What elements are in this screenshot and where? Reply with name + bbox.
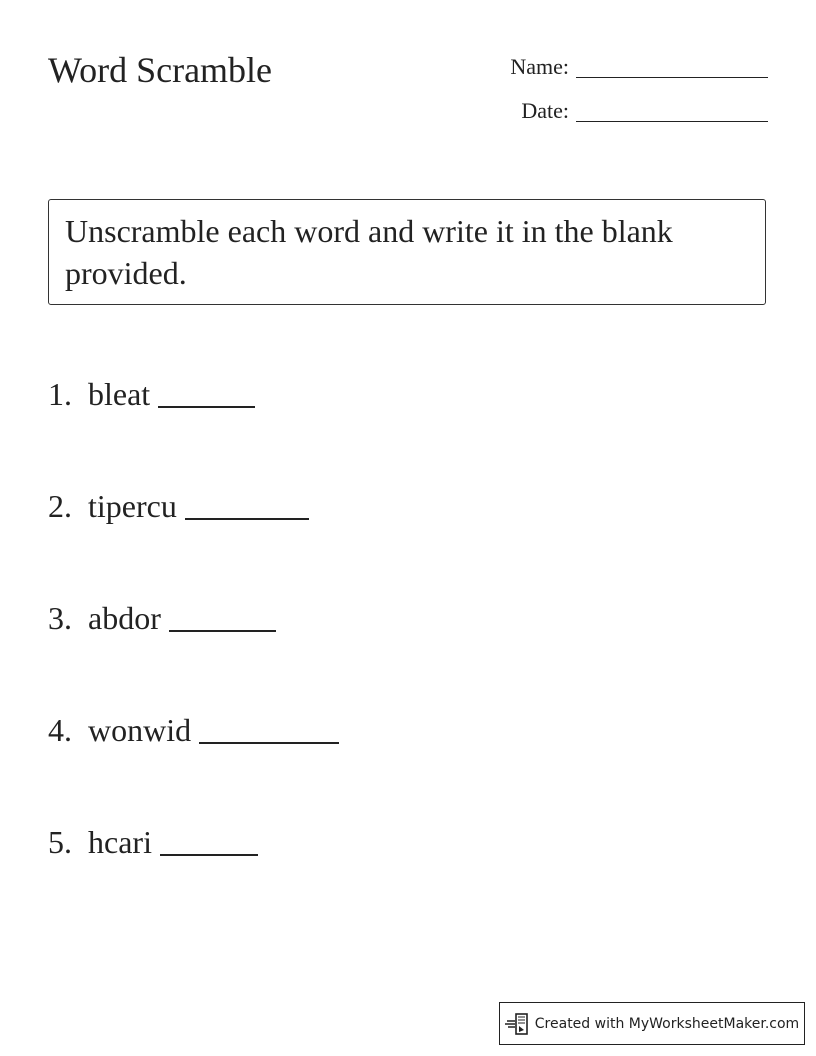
date-label: Date: xyxy=(521,98,569,123)
scrambled-word: bleat xyxy=(88,376,151,412)
question-item xyxy=(48,488,309,524)
scrambled-word: wonwid xyxy=(88,712,192,748)
question-number: 4. xyxy=(48,712,72,748)
question-number: 3. xyxy=(48,600,72,636)
worksheet-title: Word Scramble xyxy=(48,50,273,90)
name-blank-line[interactable] xyxy=(576,77,768,78)
scrambled-word: tipercu xyxy=(88,488,177,524)
footer-credit[interactable] xyxy=(499,1002,805,1045)
answer-blank[interactable] xyxy=(169,629,276,632)
answer-blank[interactable] xyxy=(160,853,258,856)
question-number: 1. xyxy=(48,376,72,412)
question-number: 5. xyxy=(48,824,72,860)
question-item xyxy=(48,712,339,748)
scrambled-word: abdor xyxy=(88,600,161,636)
answer-blank[interactable] xyxy=(185,517,309,520)
date-field xyxy=(521,98,768,124)
worksheet-maker-logo-icon xyxy=(505,1013,529,1035)
answer-blank[interactable] xyxy=(199,741,339,744)
name-field xyxy=(510,54,768,80)
name-label: Name: xyxy=(510,54,569,79)
question-item xyxy=(48,824,258,860)
answer-blank[interactable] xyxy=(158,405,255,408)
question-number: 2. xyxy=(48,488,72,524)
scrambled-word: hcari xyxy=(88,824,152,860)
date-blank-line[interactable] xyxy=(576,121,768,122)
question-item xyxy=(48,600,276,636)
instructions-box: Unscramble each word and write it in the blank provided. xyxy=(48,199,766,305)
question-item xyxy=(48,376,255,412)
footer-text: Created with MyWorksheetMaker.com xyxy=(534,1015,800,1032)
